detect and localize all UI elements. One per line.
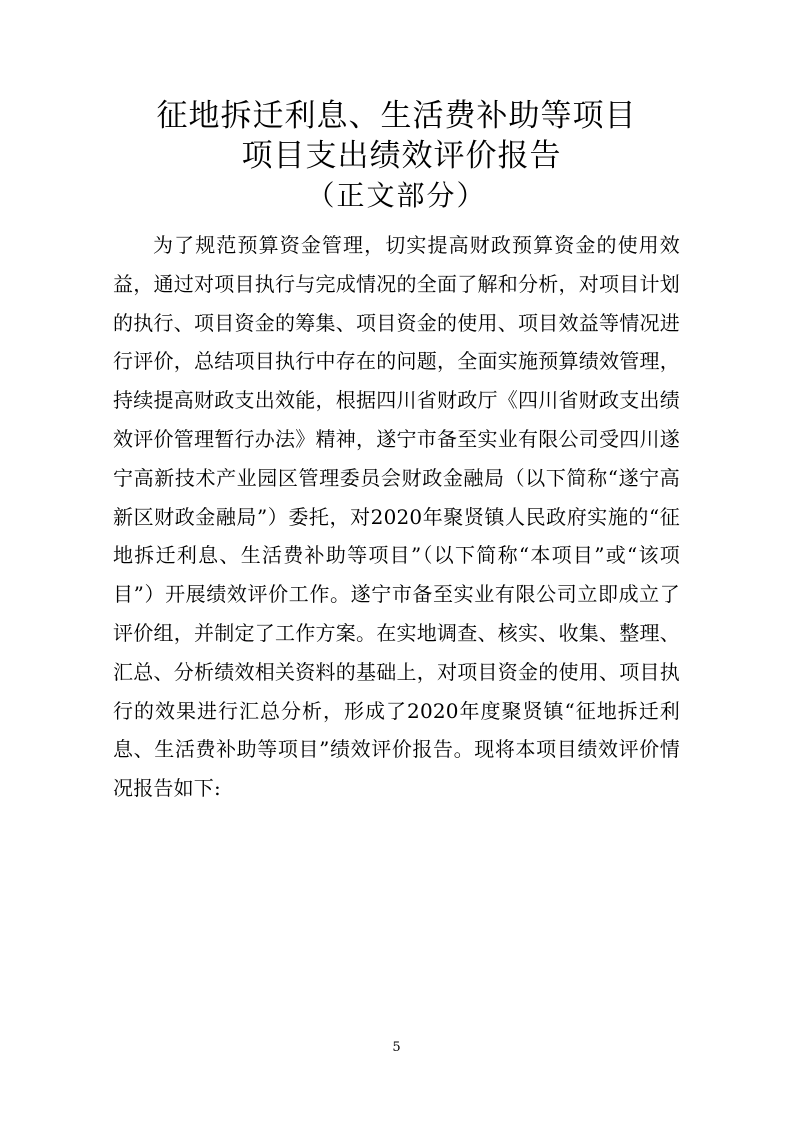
title-block <box>60 96 733 216</box>
body-paragraph: 为了规范预算资金管理，切实提高财政预算资金的使用效益，通过对项目执行与完成情况的全面了解和分析，对项目计划的执行、项目资金的筹集、项目资金的使用、项目效益等情况进行评价，总结项目执行中存在的问题，全面实施预算绩效管理，持续提高财政支出效能，根据四川省财政厅《四川省财政支出绩效评价管理暂行办法》精神，遂宁市备至实业有限公司受四川遂宁高新技术产业园区管理委员会财政金融局（以下简称“遂宁高新区财政金融局”）委托，对2020年聚贤镇人民政府实施的“征地拆迁利息、生活费补助等项目”（以下简称“本项目”或“该项目”）开展绩效评价工作。遂宁市备至实业有限公司立即成立了评价组，并制定了工作方案。在实地调查、核实、收集、整理、汇总、分析绩效相关资料的基础上，对项目资金的使用、项目执行的效果进行汇总分析，形成了2020年度聚贤镇“征地拆迁利息、生活费补助等项目”绩效评价报告。现将本项目绩效评价情况报告如下: <box>113 233 680 801</box>
report-title-line-1: 征地拆迁利息、生活费补助等项目 <box>156 98 637 134</box>
report-subtitle: （正文部分） <box>306 179 487 212</box>
page-number: 5 <box>392 1040 401 1055</box>
report-title-line-2: 项目支出绩效评价报告 <box>241 138 562 174</box>
